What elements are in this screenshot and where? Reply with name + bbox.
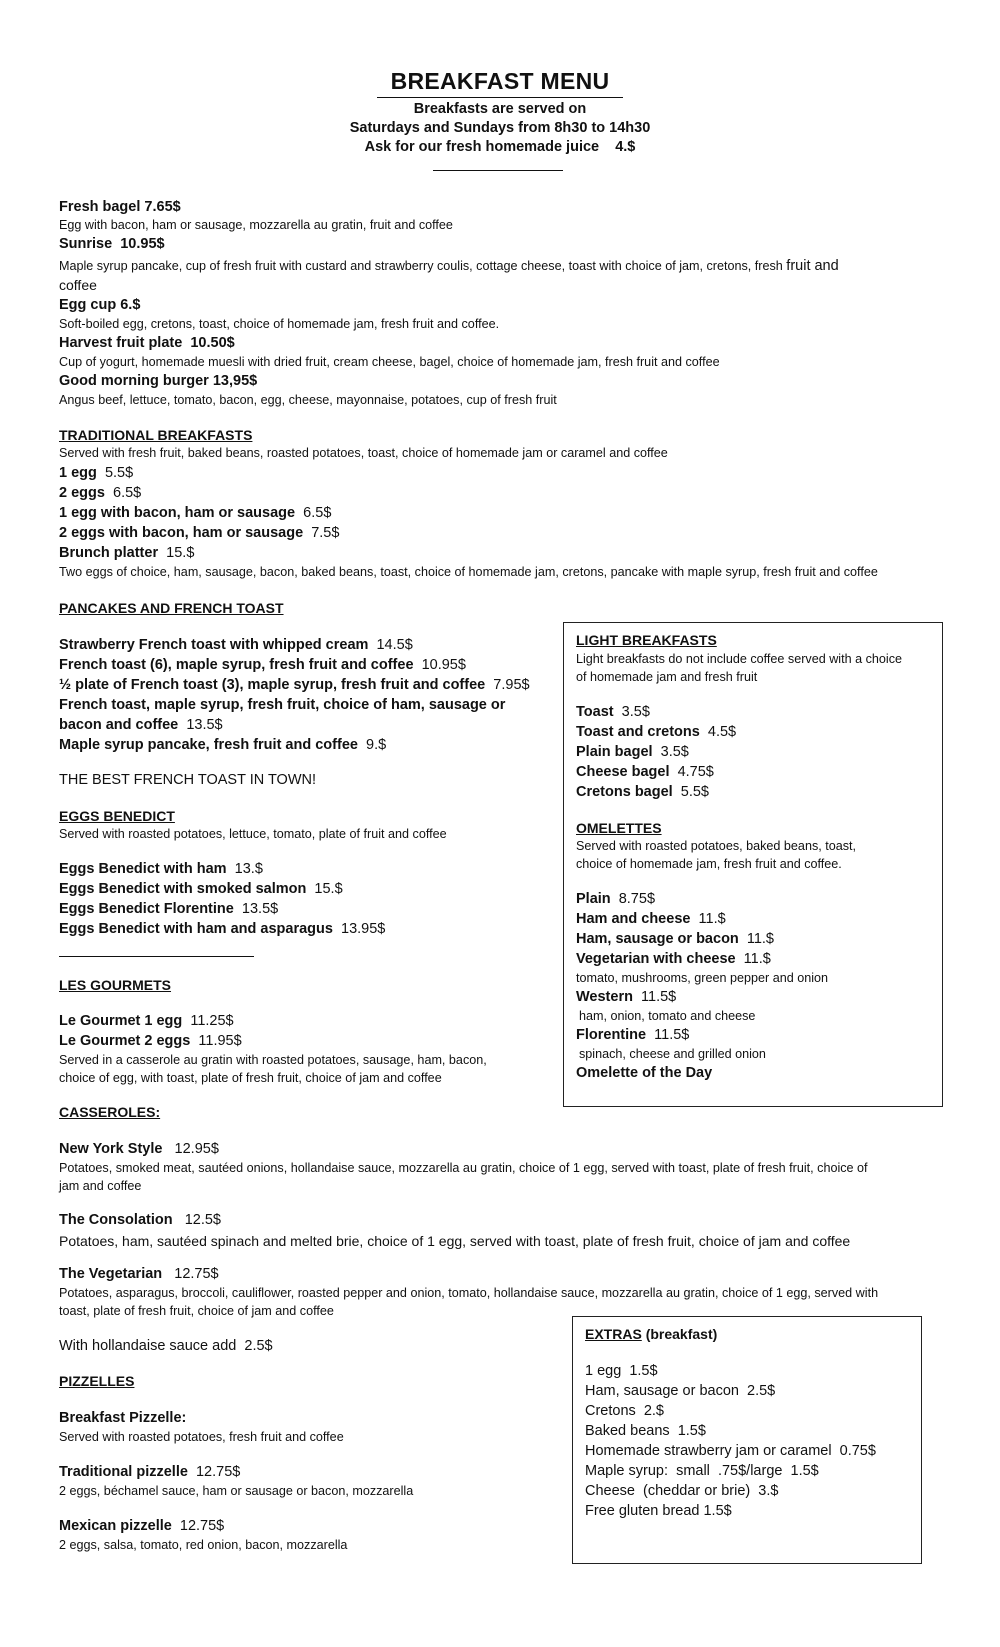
- omelette-item-florentine: Florentine 11.5$: [576, 1027, 690, 1043]
- light-item-cheese-bagel: Cheese bagel 4.75$: [576, 764, 714, 780]
- benedict-item-ham: Eggs Benedict with ham 13.$: [59, 861, 263, 877]
- pancake-item-maple-syrup-pancake: Maple syrup pancake, fresh fruit and coffee 9.$: [59, 737, 387, 753]
- light-desc-1: Light breakfasts do not include coffee served with a choice: [576, 652, 903, 666]
- pizzelle-mexican-desc: 2 eggs, salsa, tomato, red onion, bacon, mozzarella: [59, 1538, 348, 1552]
- gourmets-desc-1: Served in a casserole au gratin with roasted potatoes, sausage, ham, bacon,: [59, 1053, 487, 1067]
- pancake-item-half-plate: ½ plate of French toast (3), maple syrup, fresh fruit and coffee 7.95$: [59, 677, 530, 693]
- extra-item-baked-beans: Baked beans 1.5$: [585, 1423, 706, 1439]
- benedict-item-florentine: Eggs Benedict Florentine 13.5$: [59, 901, 279, 917]
- menu-title: BREAKFAST MENU: [0, 68, 1000, 98]
- section-gourmets-heading: LES GOURMETS: [59, 977, 172, 993]
- extra-item-maple-syrup: Maple syrup: small .75$/large 1.5$: [585, 1463, 819, 1479]
- casserole-item-new-york: New York Style 12.95$: [59, 1141, 219, 1157]
- benedict-divider: [59, 956, 254, 957]
- section-casseroles-heading: CASSEROLES:: [59, 1104, 161, 1120]
- pancake-item-french-toast-meat-cont: bacon and coffee 13.5$: [59, 717, 223, 733]
- trad-item-1-egg-meat: 1 egg with bacon, ham or sausage 6.5$: [59, 505, 332, 521]
- omelette-item-ham-sausage-bacon: Ham, sausage or bacon 11.$: [576, 931, 774, 947]
- light-item-toast-cretons: Toast and cretons 4.5$: [576, 724, 737, 740]
- pizzelle-breakfast-title: Breakfast Pizzelle:: [59, 1410, 187, 1426]
- item-sunrise-desc-end: coffee: [59, 277, 97, 293]
- omelettes-desc-2: choice of homemade jam, fresh fruit and coffee.: [576, 857, 842, 871]
- casserole-vegetarian-desc-1: Potatoes, asparagus, broccoli, cauliflower, roasted pepper and onion, tomato, hollandaise sauce, mozzarella au gratin, choice of 1 egg, served with: [59, 1286, 879, 1300]
- trad-item-2-eggs: 2 eggs 6.5$: [59, 485, 142, 501]
- casserole-new-york-desc-1: Potatoes, smoked meat, sautéed onions, hollandaise sauce, mozzarella au gratin, choice of 1 egg, served with toast, plate of fresh fruit, choice of: [59, 1161, 868, 1175]
- omelettes-desc-1: Served with roasted potatoes, baked beans, toast,: [576, 839, 857, 853]
- item-egg-cup: Egg cup 6.$: [59, 297, 141, 313]
- casserole-item-vegetarian: The Vegetarian 12.75$: [59, 1266, 219, 1282]
- section-pizzelles-heading: PIZZELLES: [59, 1373, 135, 1389]
- light-item-cretons-bagel: Cretons bagel 5.5$: [576, 784, 709, 800]
- extra-item-gluten-free-bread: Free gluten bread 1.5$: [585, 1503, 732, 1519]
- section-light-heading: LIGHT BREAKFASTS: [576, 632, 717, 648]
- casserole-item-consolation: The Consolation 12.5$: [59, 1212, 221, 1228]
- juice-line: Ask for our fresh homemade juice 4.$: [364, 139, 636, 155]
- item-sunrise: Sunrise 10.95$: [59, 236, 165, 252]
- omelette-of-the-day: Omelette of the Day: [576, 1065, 713, 1081]
- omelette-vegetarian-desc: tomato, mushrooms, green pepper and onion: [576, 971, 829, 985]
- omelette-western-desc: ham, onion, tomato and cheese: [579, 1009, 756, 1023]
- casserole-new-york-desc-2: jam and coffee: [59, 1179, 142, 1193]
- omelette-florentine-desc: spinach, cheese and grilled onion: [579, 1047, 766, 1061]
- extra-item-cheese: Cheese (cheddar or brie) 3.$: [585, 1483, 779, 1499]
- brunch-platter-desc: Two eggs of choice, ham, sausage, bacon, baked beans, toast, choice of homemade jam, cretons, pancake with maple syrup, fresh fruit and coffee: [59, 565, 878, 579]
- item-fresh-bagel: Fresh bagel 7.65$: [59, 199, 181, 215]
- light-item-plain-bagel: Plain bagel 3.5$: [576, 744, 689, 760]
- gourmet-item-2-eggs: Le Gourmet 2 eggs 11.95$: [59, 1033, 242, 1049]
- hollandaise-addon: With hollandaise sauce add 2.5$: [59, 1338, 273, 1354]
- gourmets-desc-2: choice of egg, with toast, plate of fresh fruit, choice of jam and coffee: [59, 1071, 442, 1085]
- omelette-item-western: Western 11.5$: [576, 989, 677, 1005]
- benedict-item-salmon: Eggs Benedict with smoked salmon 15.$: [59, 881, 343, 897]
- pizzelle-item-mexican: Mexican pizzelle 12.75$: [59, 1518, 225, 1534]
- extras-box: [572, 1316, 922, 1564]
- trad-item-1-egg: 1 egg 5.5$: [59, 465, 134, 481]
- extra-item-meat: Ham, sausage or bacon 2.5$: [585, 1383, 776, 1399]
- section-pancakes-heading: PANCAKES AND FRENCH TOAST: [59, 600, 284, 616]
- omelette-item-vegetarian: Vegetarian with cheese 11.$: [576, 951, 771, 967]
- trad-item-2-eggs-meat: 2 eggs with bacon, ham or sausage 7.5$: [59, 525, 340, 541]
- section-benedict-heading: EGGS BENEDICT: [59, 808, 175, 824]
- section-traditional-heading: TRADITIONAL BREAKFASTS: [59, 427, 253, 443]
- extra-item-jam-caramel: Homemade strawberry jam or caramel 0.75$: [585, 1443, 876, 1459]
- trad-item-brunch-platter: Brunch platter 15.$: [59, 545, 195, 561]
- traditional-desc: Served with fresh fruit, baked beans, roasted potatoes, toast, choice of homemade jam or caramel and coffee: [59, 446, 668, 460]
- item-egg-cup-desc: Soft-boiled egg, cretons, toast, choice of homemade jam, fresh fruit and coffee.: [59, 317, 500, 331]
- pancake-item-strawberry-french-toast: Strawberry French toast with whipped cream 14.5$: [59, 637, 413, 653]
- casserole-consolation-desc: Potatoes, ham, sautéed spinach and melted brie, choice of 1 egg, served with toast, plate of fresh fruit, choice of jam and coffee: [59, 1233, 851, 1249]
- extra-item-cretons: Cretons 2.$: [585, 1403, 664, 1419]
- service-hours-line: Saturdays and Sundays from 8h30 to 14h30: [349, 120, 651, 136]
- item-sunrise-desc: Maple syrup pancake, cup of fresh fruit with custard and strawberry coulis, cottage cheese, toast with choice of jam, cretons, fresh fruit and: [59, 258, 839, 274]
- omelette-item-ham-cheese: Ham and cheese 11.$: [576, 911, 726, 927]
- item-harvest-desc: Cup of yogurt, homemade muesli with dried fruit, cream cheese, bagel, choice of homemade jam, fresh fruit and coffee: [59, 355, 720, 369]
- service-days-line: Breakfasts are served on: [413, 101, 587, 117]
- pizzelle-traditional-desc: 2 eggs, béchamel sauce, ham or sausage or bacon, mozzarella: [59, 1484, 414, 1498]
- item-good-morning-burger: Good morning burger 13,95$: [59, 373, 258, 389]
- benedict-item-ham-asparagus: Eggs Benedict with ham and asparagus 13.95$: [59, 921, 386, 937]
- omelette-item-plain: Plain 8.75$: [576, 891, 656, 907]
- light-desc-2: of homemade jam and fresh fruit: [576, 670, 758, 684]
- extra-item-egg: 1 egg 1.5$: [585, 1363, 658, 1379]
- benedict-desc: Served with roasted potatoes, lettuce, tomato, plate of fruit and coffee: [59, 827, 447, 841]
- pizzelle-breakfast-desc: Served with roasted potatoes, fresh fruit and coffee: [59, 1430, 344, 1444]
- section-extras-heading: EXTRAS (breakfast): [585, 1326, 718, 1342]
- section-omelettes-heading: OMELETTES: [576, 820, 662, 836]
- pancake-item-french-toast-6: French toast (6), maple syrup, fresh fruit and coffee 10.95$: [59, 657, 466, 673]
- pancake-item-french-toast-meat: French toast, maple syrup, fresh fruit, choice of ham, sausage or: [59, 697, 506, 713]
- light-item-toast: Toast 3.5$: [576, 704, 650, 720]
- header-divider: [433, 170, 563, 171]
- item-harvest-fruit-plate: Harvest fruit plate 10.50$: [59, 335, 235, 351]
- pizzelle-item-traditional: Traditional pizzelle 12.75$: [59, 1464, 241, 1480]
- item-fresh-bagel-desc: Egg with bacon, ham or sausage, mozzarella au gratin, fruit and coffee: [59, 218, 453, 232]
- french-toast-slogan: THE BEST FRENCH TOAST IN TOWN!: [59, 772, 317, 788]
- gourmet-item-1-egg: Le Gourmet 1 egg 11.25$: [59, 1013, 234, 1029]
- item-burger-desc: Angus beef, lettuce, tomato, bacon, egg, cheese, mayonnaise, potatoes, cup of fresh fruit: [59, 393, 557, 407]
- casserole-vegetarian-desc-2: toast, plate of fresh fruit, choice of jam and coffee: [59, 1304, 334, 1318]
